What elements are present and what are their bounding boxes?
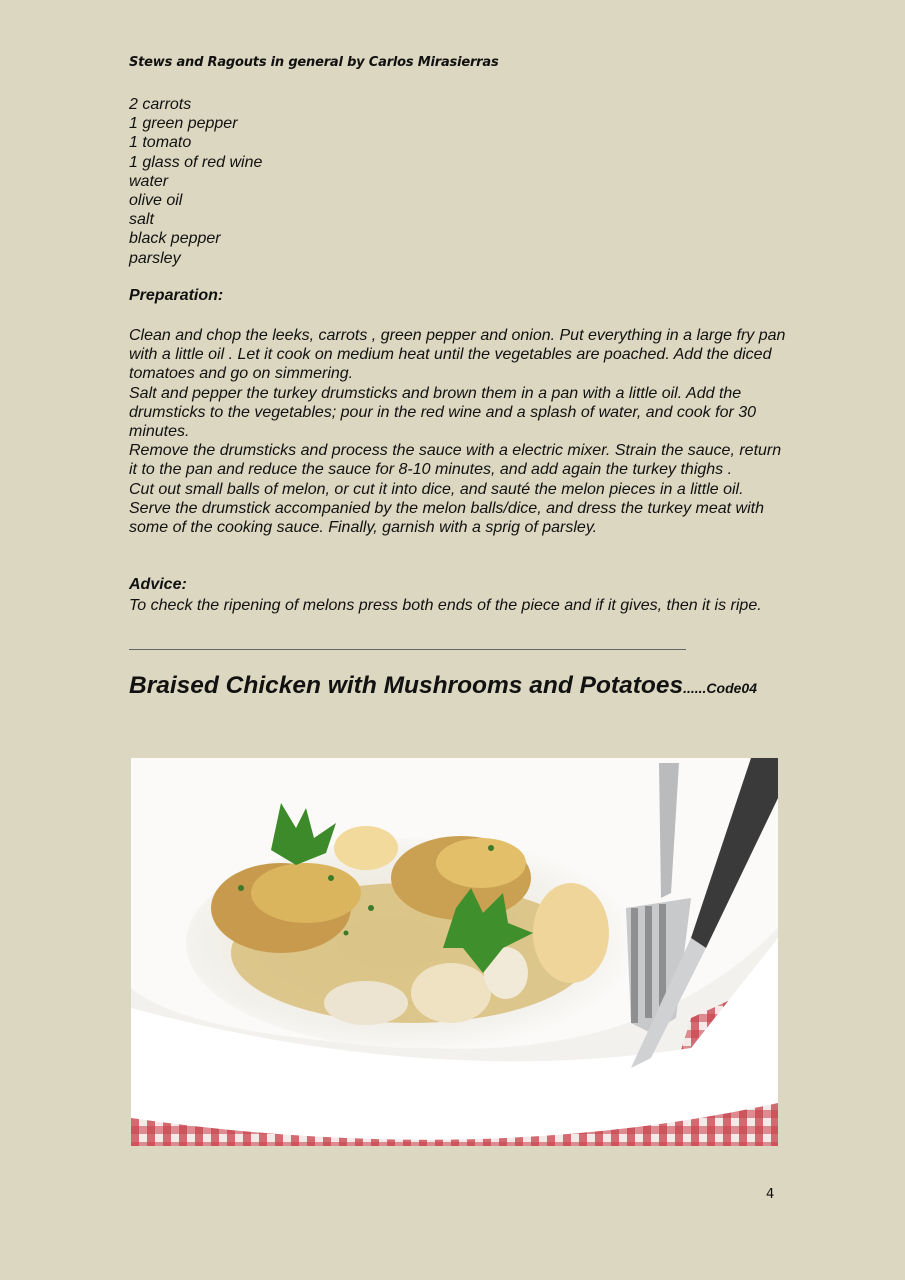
ingredient-item: olive oil [129,192,183,210]
ingredient-list [129,95,262,268]
ingredient-item: 2 carrots [129,96,192,113]
preparation-body [129,326,789,537]
preparation-paragraph: Salt and pepper the turkey drumsticks and brown them in a pan with a little oil. Add the drumsticks to the vegetables; pour in the red wine and a splash of water, and cook for 30 minutes. [129,384,757,441]
plate-illustration [131,758,778,1146]
ingredient-item: 1 green pepper [129,115,238,133]
preparation-paragraph: Remove the drumsticks and process the sauce with a electric mixer. Strain the sauce, return it to the pan and reduce the sauce for 8-10 minutes, and add again the turkey thighs . [129,442,782,479]
section-divider [129,649,686,650]
recipe-title-text: Braised Chicken with Mushrooms and Potatoes [129,672,684,699]
recipe-title [129,672,757,700]
recipe-code: ......Code04 [683,680,757,696]
ingredient-item: parsley [129,249,181,267]
ingredient-item: salt [129,211,154,229]
preparation-paragraph: Clean and chop the leeks, carrots , green pepper and onion. Put everything in a large fry pan with a little oil . Let it cook on medium heat until the vegetables are poached. Add the diced tomatoes and go on simmering. [129,327,786,383]
preparation-heading: Preparation: [129,287,224,304]
ingredient-item: water [129,172,169,190]
document-header: Stews and Ragouts in general by Carlos Mirasierras [129,55,499,70]
page-number: 4 [766,1187,775,1202]
advice-heading: Advice: [129,576,187,593]
advice-text: To check the ripening of melons press both ends of the piece and if it gives, then it is ripe. [129,597,762,614]
recipe-photo [131,758,778,1146]
ingredient-item: black pepper [129,230,221,248]
ingredient-item: 1 tomato [129,134,192,152]
ingredient-item: 1 glass of red wine [129,153,263,171]
preparation-paragraph: Cut out small balls of melon, or cut it into dice, and sauté the melon pieces in a little oil. Serve the drumstick accompanied by the melon balls/dice, and dress the turkey meat with some of the cooking sauce. Finally, garnish with a sprig of parsley. [129,480,764,537]
